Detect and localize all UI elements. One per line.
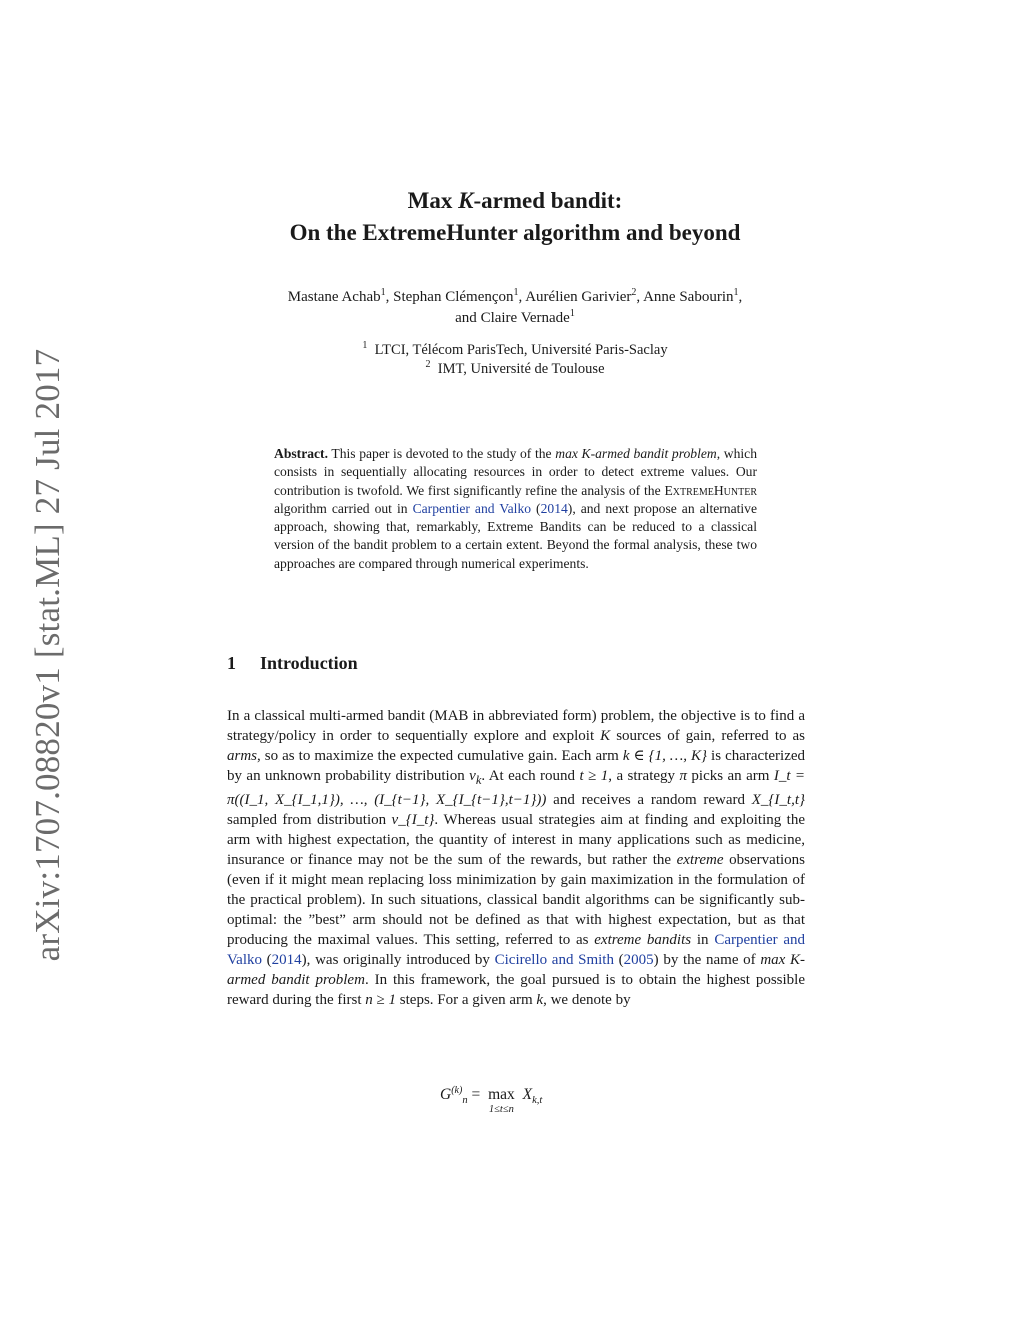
- intro-text: In a classical multi-armed bandit (MAB in abbreviated form) problem, the objective is to find a strategy/policy in order to sequentially explore and exploit: [227, 708, 805, 744]
- intro-text: , so as to maximize the expected cumulative gain. Each arm: [257, 748, 619, 764]
- title-suffix: -armed bandit:: [473, 188, 623, 213]
- intro-text: steps. For a given arm: [399, 992, 533, 1008]
- author-affil-mark: 1: [513, 287, 519, 298]
- abstract-emphasis: max K-armed bandit problem: [555, 446, 717, 461]
- math-inline: X_{I_t,t}: [751, 792, 805, 808]
- math-inline: n ≥ 1: [365, 992, 397, 1008]
- intro-text: in: [696, 932, 709, 948]
- intro-emphasis: arms: [227, 748, 258, 764]
- citation-year-link[interactable]: 2014: [540, 500, 568, 516]
- author-line-1: Mastane Achab$^1$, Stephan Clémençon$^1$, Aurélien Garivier$^2$, Anne Sabourin$^1$,: [287, 287, 743, 305]
- citation-link[interactable]: Carpentier and Valko: [227, 932, 806, 968]
- author-name: Stephan Clémençon: [393, 289, 514, 305]
- math-inline: I_t = π((I_1, X_{I_1,1}), …, (I_{t−1}, X_{I_{t−1},t−1})): [227, 768, 806, 808]
- display-equation: [440, 1086, 542, 1115]
- author-list: [200, 287, 830, 329]
- intro-text: observations (even if it might mean replacing loss minimization by gain maximization in the formulation of the practical problem). In such situations, classical bandit algorithms can be significantly sub-optimal: the ”best” arm should not be defined as that with highest expectation, but as that producing the maximal values. This setting, referred to as: [227, 852, 805, 948]
- intro-emphasis: max K-armed bandit problem: [227, 952, 806, 988]
- title-line-2: On the ExtremeHunter algorithm and beyond: [289, 220, 741, 245]
- intro-text: by the name of: [663, 952, 756, 968]
- author-affil-mark: 1: [733, 287, 739, 298]
- algorithm-name: ExtremeHunter: [664, 482, 757, 498]
- citation-link[interactable]: Carpentier and Valko: [412, 500, 532, 516]
- author-name: Aurélien Garivier: [525, 289, 632, 305]
- equation-symbol: X: [522, 1086, 533, 1103]
- equation-lhs: [440, 1086, 468, 1106]
- affiliation-list: [200, 341, 830, 379]
- intro-text: . In this framework, the goal pursued is to obtain the highest possible reward during the first: [227, 972, 805, 1008]
- intro-text: , was originally introduced by: [306, 952, 490, 968]
- author-name: Mastane Achab: [287, 289, 381, 305]
- equation-subscript: k,t: [532, 1095, 543, 1107]
- affiliation-mark: 1: [362, 340, 368, 352]
- intro-text: . At each round: [481, 768, 576, 784]
- citation-year-link[interactable]: 2014: [271, 952, 302, 968]
- section-heading: [227, 653, 358, 674]
- intro-text: is characterized by an unknown probability distribution: [227, 748, 806, 784]
- math-symbol: ν: [469, 768, 476, 784]
- arxiv-sidebar: [28, 348, 68, 962]
- intro-text: picks an arm: [691, 768, 770, 784]
- author-affil-mark: 1: [569, 308, 575, 319]
- citation-year-link[interactable]: 2005: [623, 952, 654, 968]
- affiliation-text: LTCI, Télécom ParisTech, Université Paris-Saclay: [374, 342, 668, 358]
- title-k: K: [458, 188, 474, 213]
- abstract-text: This paper is devoted to the study of the: [331, 446, 552, 461]
- intro-text: , we denote by: [543, 992, 631, 1008]
- equation-subscript: n: [462, 1095, 468, 1107]
- paper-title: [200, 185, 830, 249]
- math-inline: k: [536, 992, 544, 1008]
- intro-text: and receives a random reward: [553, 792, 746, 808]
- math-inline: k ∈ {1, …, K}: [622, 748, 708, 764]
- affiliation-item: [200, 360, 830, 379]
- author-conjunction: and: [455, 310, 477, 326]
- abstract-text: , which consists in sequentially allocating resources in order to detect extreme values. Our contribution is twofold. We first significantly refine the analysis of the: [274, 446, 757, 498]
- abstract-label: Abstract.: [274, 446, 328, 461]
- intro-emphasis: extreme: [676, 852, 724, 868]
- intro-paragraph: In a classical multi-armed bandit (MAB in abbreviated form) problem, the objective is to find a strategy/policy in order to sequentially explore and exploit K sources of gain, referred to as arms, so as to maximize the expected cumulative gain. Each arm k ∈ {1, …, K} is characterized by an unknown probability distribution $\nu_k$. At each round t ≥ 1, a strategy π picks an arm I_t = π((I_1, X_{I_1,1}), …, (I_{t−1}, X_{I_{t−1},t−1})) and receives a random reward X_{I_t,t} sampled from distribution ν_{I_t}. Whereas usual strategies aim at finding and exploiting the arm with highest expectation, the quantity of interest in many applications such as medicine, insurance or finance may not be the sum of the rewards, but rather the extreme observations (even if it might mean replacing loss minimization by gain maximization in the formulation of the practical problem). In such situations, classical bandit algorithms can be significantly sub-optimal: the ”best” arm should not be defined as that with highest expectation, but as that producing the maximal values. This setting, referred to as extreme bandits in Carpentier and Valko (2014), was originally introduced by Cicirello and Smith (2005) by the name of max K-armed bandit problem. In this framework, the goal pursued is to obtain the highest possible reward during the first n ≥ 1 steps. For a given arm k, we denote by: [227, 708, 806, 1008]
- equation-operator-range: 1≤t≤n: [488, 1104, 514, 1115]
- arxiv-identifier: arXiv:1707.08820v1 [stat.ML] 27 Jul 2017: [28, 348, 67, 962]
- affiliation-item: [200, 341, 830, 360]
- author-affil-mark: 2: [631, 287, 637, 298]
- equation-symbol: G: [440, 1086, 452, 1103]
- author-affil-mark: 1: [380, 287, 386, 298]
- math-inline: t ≥ 1: [579, 768, 609, 784]
- math-inline: π: [679, 768, 687, 784]
- abstract-text: algorithm carried out in: [274, 500, 408, 516]
- equation-superscript: (k): [451, 1084, 463, 1096]
- math-inline: K: [600, 728, 611, 744]
- affiliation-text: IMT, Université de Toulouse: [437, 361, 605, 377]
- equation-equals: =: [471, 1086, 481, 1103]
- author-line-2: [200, 308, 830, 329]
- section-title: Introduction: [260, 653, 358, 673]
- affiliation-mark: 2: [425, 359, 431, 371]
- title-line-1: [200, 185, 830, 217]
- title-prefix: Max: [407, 188, 459, 213]
- author-name: Anne Sabourin: [643, 289, 734, 305]
- math-inline: ν_{I_t}: [391, 812, 435, 828]
- math-inline: [469, 768, 482, 787]
- equation-max-operator: [488, 1086, 515, 1115]
- abstract: Abstract. This paper is devoted to the study of the max K-armed bandit problem, which consists in sequentially allocating resources in order to detect extreme values. Our contribution is twofold. We first significantly refine the analysis of the ExtremeHunter algorithm carried out in Carpentier and Valko (2014), and next propose an alternative approach, showing that, remarkably, Extreme Bandits can be reduced to a classical version of the bandit problem to a certain extent. Beyond the formal analysis, these two approaches are compared through numerical experiments.: [274, 446, 757, 571]
- abstract-text: , and next propose an alternative approach, showing that, remarkably, Extreme Bandits can be reduced to a classical version of the bandit problem to a certain extent. Beyond the formal analysis, these two approaches are compared through numerical experiments.: [274, 500, 757, 571]
- intro-emphasis: extreme bandits: [594, 932, 692, 948]
- intro-text: . Whereas usual strategies aim at finding and exploiting the arm with highest expectation, the quantity of interest in many applications such as medicine, insurance or finance may not be the sum of the rewards, but rather the: [227, 812, 805, 868]
- math-subscript: k: [475, 773, 482, 787]
- intro-text: sampled from distribution: [227, 812, 387, 828]
- equation-operator: max: [488, 1086, 515, 1103]
- intro-text: sources of gain, referred to as: [616, 728, 806, 744]
- intro-text: , a strategy: [608, 768, 676, 784]
- citation-link[interactable]: Cicirello and Smith: [494, 952, 614, 968]
- section-number: 1: [227, 653, 236, 673]
- author-name: Claire Vernade: [480, 310, 570, 326]
- equation-rhs: [523, 1086, 543, 1106]
